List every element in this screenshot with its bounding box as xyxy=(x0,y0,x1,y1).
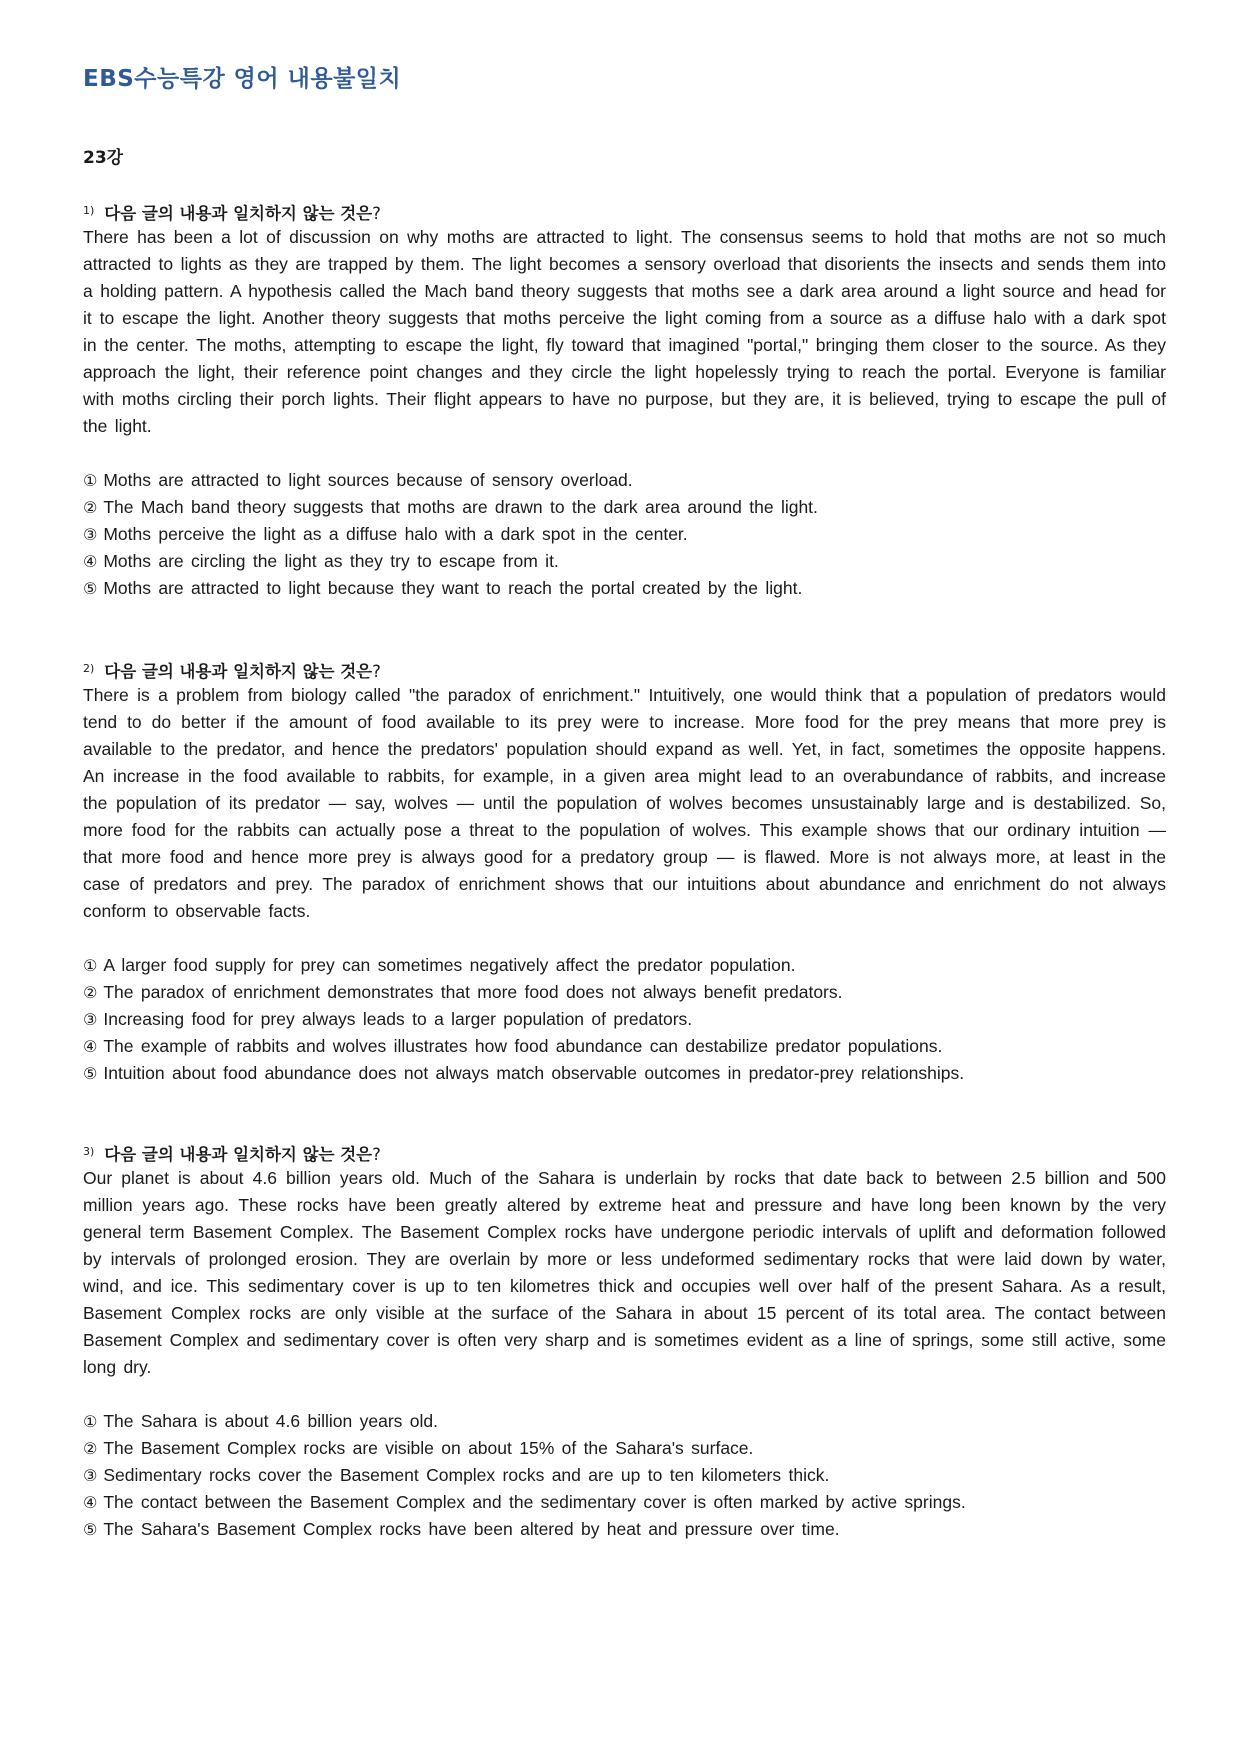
choice-text: Sedimentary rocks cover the Basement Complex rocks and are up to ten kilometers thick. xyxy=(103,1465,830,1485)
choice-number: ③ xyxy=(83,1010,98,1029)
choice-item xyxy=(83,1435,1166,1462)
question-header xyxy=(83,1138,1166,1165)
question-prompt-mark: ? xyxy=(372,662,381,681)
choice-number: ⑤ xyxy=(83,579,98,598)
choice-item xyxy=(83,952,1166,979)
choice-item xyxy=(83,494,1166,521)
question-prompt: 다음 글의 내용과 일치하지 않는 것은 xyxy=(104,204,373,223)
question-passage: There is a problem from biology called "the paradox of enrichment." Intuitively, one would think that a population of predators would tend to do better if the amount of food available to its prey were to increase. More food for the prey means that more prey is available to the predator, and hence the predators' population should expand as well. Yet, in fact, sometimes the opposite happens. An increase in the food available to rabbits, for example, in a given area might lead to an overabundance of rabbits, and increase the population of its predator — say, wolves — until the population of wolves becomes unsustainably large and is destabilized. So, more food for the rabbits can actually pose a threat to the population of wolves. This example shows that our ordinary intuition — that more food and hence more prey is always good for a predatory group — is flawed. More is not always more, at least in the case of predators and prey. The paradox of enrichment shows that our intuitions about abundance and enrichment do not always conform to observable facts. xyxy=(83,685,1166,921)
question-2 xyxy=(83,655,1166,1087)
choice-list xyxy=(83,952,1166,1087)
question-prompt-mark: ? xyxy=(372,1145,381,1164)
document-title: EBS수능특강 영어 내용불일치 xyxy=(83,66,402,92)
question-number: 1) xyxy=(83,204,95,217)
choice-number: ③ xyxy=(83,1466,98,1485)
question-prompt: 다음 글의 내용과 일치하지 않는 것은 xyxy=(104,662,373,681)
choice-text: The paradox of enrichment demonstrates that more food does not always benefit predators. xyxy=(103,982,843,1002)
choice-number: ① xyxy=(83,956,98,975)
choice-item xyxy=(83,1408,1166,1435)
choice-number: ① xyxy=(83,1412,98,1431)
choice-list xyxy=(83,1408,1166,1543)
question-number: 2) xyxy=(83,662,95,675)
choice-text: The contact between the Basement Complex and the sedimentary cover is often marked by active springs. xyxy=(103,1492,966,1512)
question-passage: Our planet is about 4.6 billion years old. Much of the Sahara is underlain by rocks that date back to between 2.5 billion and 500 million years ago. These rocks have been greatly altered by extreme heat and pressure and have long been known by the very general term Basement Complex. The Basement Complex rocks have undergone periodic intervals of uplift and deformation followed by intervals of prolonged erosion. They are overlain by more or less undeformed sedimentary rocks that were laid down by water, wind, and ice. This sedimentary cover is up to ten kilometres thick and occupies well over half of the present Sahara. As a result, Basement Complex rocks are only visible at the surface of the Sahara in about 15 percent of its total area. The contact between Basement Complex and sedimentary cover is often very sharp and is sometimes evident as a line of springs, some still active, some long dry. xyxy=(83,1168,1166,1377)
choice-text: Moths perceive the light as a diffuse halo with a dark spot in the center. xyxy=(103,524,688,544)
question-header xyxy=(83,197,1166,224)
question-3 xyxy=(83,1138,1166,1543)
choice-number: ④ xyxy=(83,1037,98,1056)
question-passage: There has been a lot of discussion on why moths are attracted to light. The consensus seems to hold that moths are not so much attracted to lights as they are trapped by them. The light becomes a sensory overload that disorients the insects and sends them into a holding pattern. A hypothesis called the Mach band theory suggests that moths see a dark area around a light source and head for it to escape the light. Another theory suggests that moths perceive the light coming from a source as a diffuse halo with a dark spot in the center. The moths, attempting to escape the light, fly toward that imagined "portal," bringing them closer to the source. As they approach the light, their reference point changes and they circle the light hopelessly trying to reach the portal. Everyone is familiar with moths circling their porch lights. Their flight appears to have no purpose, but they are, it is believed, trying to escape the pull of the light. xyxy=(83,227,1166,436)
choice-number: ④ xyxy=(83,1493,98,1512)
choice-number: ③ xyxy=(83,525,98,544)
choice-number: ④ xyxy=(83,552,98,571)
choice-text: Intuition about food abundance does not always match observable outcomes in predator-prey relationships. xyxy=(103,1063,965,1083)
choice-item xyxy=(83,548,1166,575)
choice-item xyxy=(83,1462,1166,1489)
question-prompt-mark: ? xyxy=(372,204,381,223)
choice-number: ⑤ xyxy=(83,1064,98,1083)
choice-text: The Sahara's Basement Complex rocks have been altered by heat and pressure over time. xyxy=(103,1519,840,1539)
question-prompt: 다음 글의 내용과 일치하지 않는 것은 xyxy=(104,1145,373,1164)
choice-text: Moths are circling the light as they try to escape from it. xyxy=(103,551,559,571)
choice-item xyxy=(83,979,1166,1006)
choice-item xyxy=(83,575,1166,602)
choice-number: ① xyxy=(83,471,98,490)
choice-number: ② xyxy=(83,983,98,1002)
choice-list xyxy=(83,467,1166,602)
choice-text: Increasing food for prey always leads to a larger population of predators. xyxy=(103,1009,693,1029)
choice-item xyxy=(83,1060,1166,1087)
choice-item xyxy=(83,1006,1166,1033)
choice-text: The Basement Complex rocks are visible on about 15% of the Sahara's surface. xyxy=(103,1438,754,1458)
choice-number: ② xyxy=(83,498,98,517)
choice-text: Moths are attracted to light because they want to reach the portal created by the light. xyxy=(103,578,803,598)
choice-item xyxy=(83,521,1166,548)
question-number: 3) xyxy=(83,1145,95,1158)
choice-item xyxy=(83,467,1166,494)
choice-item xyxy=(83,1489,1166,1516)
choice-text: The Sahara is about 4.6 billion years old. xyxy=(103,1411,438,1431)
lesson-label: 23강 xyxy=(83,148,124,168)
choice-text: A larger food supply for prey can sometimes negatively affect the predator population. xyxy=(103,955,796,975)
choice-number: ⑤ xyxy=(83,1520,98,1539)
choice-item xyxy=(83,1033,1166,1060)
choice-number: ② xyxy=(83,1439,98,1458)
question-header xyxy=(83,655,1166,682)
choice-item xyxy=(83,1516,1166,1543)
choice-text: The example of rabbits and wolves illustrates how food abundance can destabilize predator populations. xyxy=(103,1036,943,1056)
choice-text: Moths are attracted to light sources because of sensory overload. xyxy=(103,470,633,490)
question-1 xyxy=(83,197,1166,602)
choice-text: The Mach band theory suggests that moths are drawn to the dark area around the light. xyxy=(103,497,818,517)
